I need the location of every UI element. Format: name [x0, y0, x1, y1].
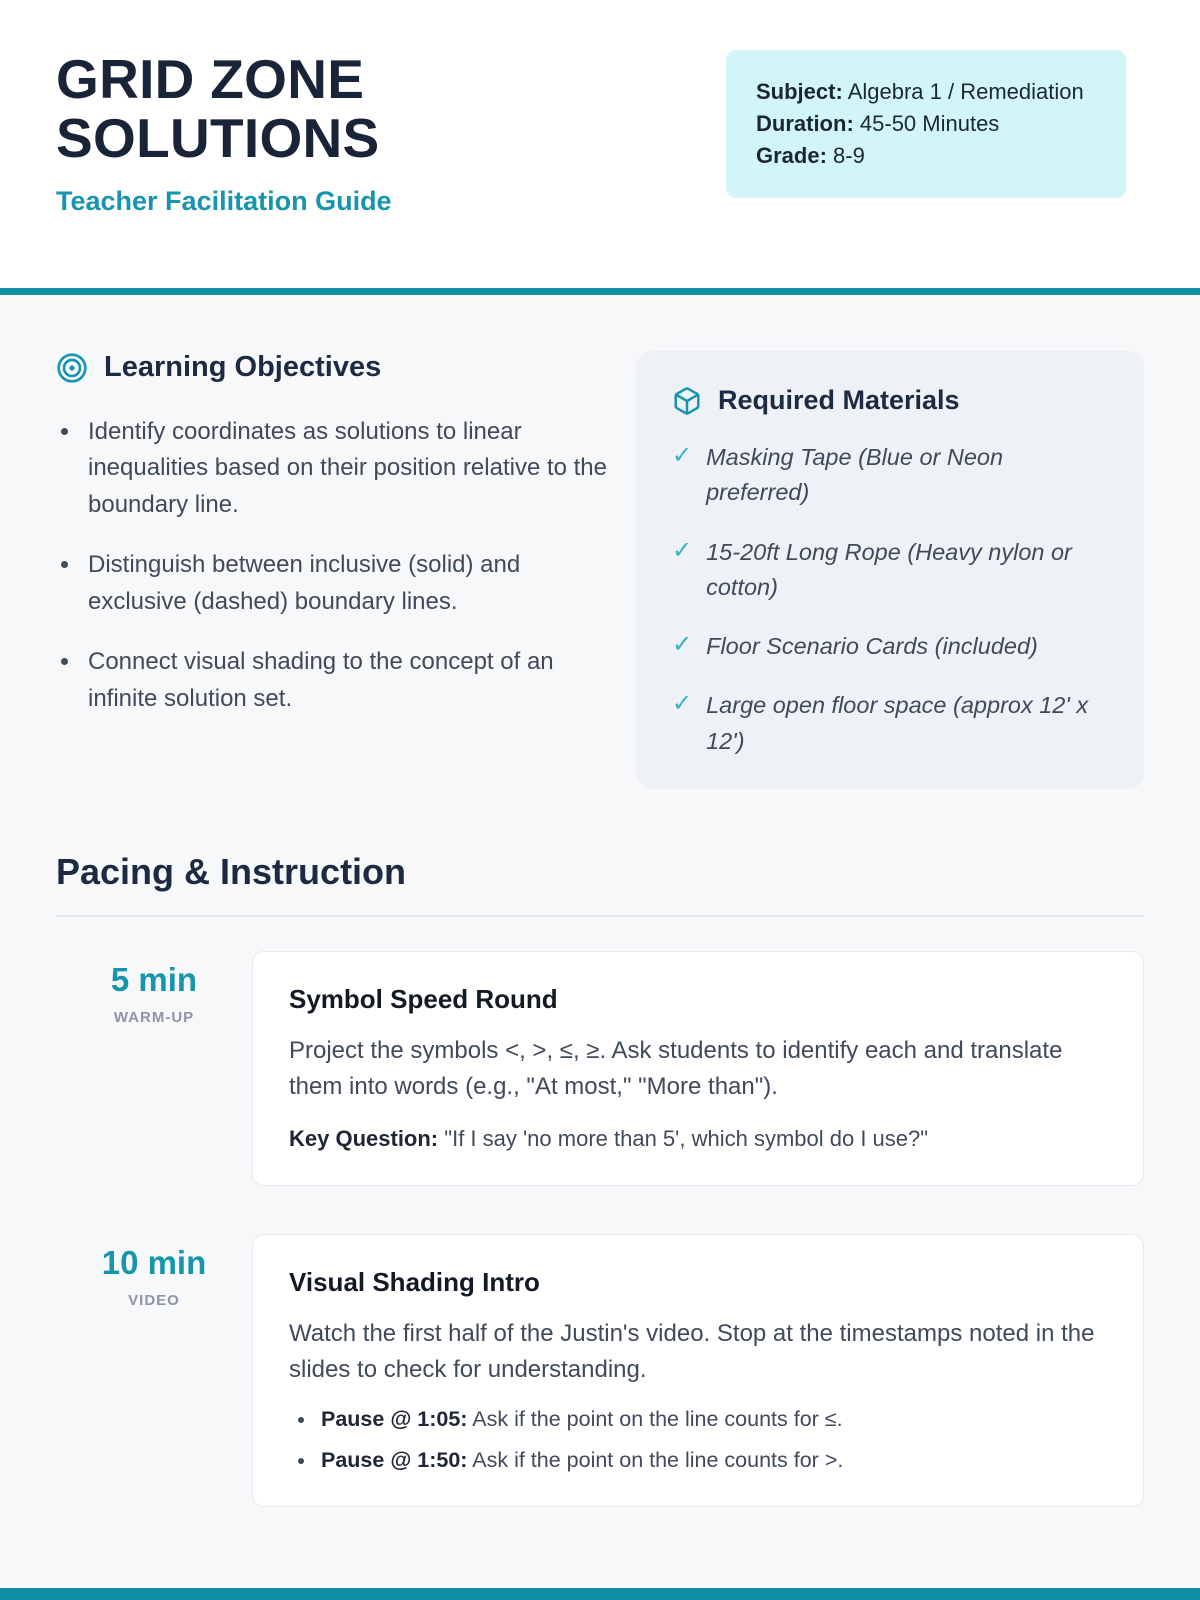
meta-subject — [756, 76, 1096, 108]
meta-grade-label: Grade: — [756, 142, 827, 168]
step-key-question — [289, 1123, 1107, 1155]
pause-label: Pause @ 1:50: — [321, 1447, 468, 1472]
objective-item: • Identify coordinates as solutions to linear inequalities based on their position relative to the boundary line. — [82, 414, 608, 523]
objectives-heading — [56, 351, 608, 384]
meta-duration — [756, 108, 1096, 140]
pacing-step-warmup — [56, 951, 1144, 1186]
material-text: Masking Tape (Blue or Neon preferred) — [706, 444, 1004, 506]
footer-accent-bar — [0, 1588, 1200, 1600]
step-bullet-list — [317, 1404, 1107, 1476]
pacing-step-video — [56, 1234, 1144, 1507]
material-item — [672, 440, 1108, 511]
objective-item: • Distinguish between inclusive (solid) and exclusive (dashed) boundary lines. — [82, 547, 608, 620]
material-text: Floor Scenario Cards (included) — [706, 633, 1038, 659]
step-timing — [56, 951, 252, 1186]
required-materials-card — [636, 351, 1144, 789]
check-icon: ✓ — [672, 442, 693, 469]
pause-label: Pause @ 1:05: — [321, 1406, 468, 1431]
document-header — [0, 0, 1200, 288]
materials-heading — [672, 385, 1108, 416]
title-line-1: GRID ZONE — [56, 48, 365, 110]
meta-grade-value: 8-9 — [833, 142, 865, 168]
pacing-heading: Pacing & Instruction — [56, 850, 407, 892]
meta-subject-label: Subject: — [756, 79, 843, 104]
title-line-2: SOLUTIONS — [56, 106, 380, 169]
learning-objectives — [56, 351, 608, 741]
materials-heading-text: Required Materials — [718, 385, 960, 415]
step-title: Visual Shading Intro — [289, 1266, 540, 1297]
step-card — [252, 1234, 1144, 1507]
pacing-divider — [56, 915, 1144, 917]
material-item — [672, 629, 1108, 664]
step-body: Watch the first half of the Justin's video. Stop at the timestamps noted in the slides to check for understanding. — [289, 1319, 1095, 1383]
step-tag: WARM-UP — [113, 1008, 195, 1026]
step-bullet — [317, 1445, 1107, 1476]
key-question-text: "If I say 'no more than 5', which symbol do I use?" — [444, 1125, 929, 1151]
package-icon — [672, 386, 702, 416]
step-bullet — [317, 1404, 1107, 1435]
meta-duration-value: 45-50 Minutes — [859, 110, 1000, 136]
check-icon: ✓ — [672, 631, 693, 658]
step-timing — [56, 1234, 252, 1507]
title-block — [56, 50, 392, 217]
header-divider-bar — [0, 288, 1200, 295]
meta-grade — [756, 140, 1096, 172]
step-card — [252, 951, 1144, 1186]
material-text: 15-20ft Long Rope (Heavy nylon or cotton) — [706, 538, 1072, 600]
step-duration: 10 min — [101, 1243, 207, 1281]
step-title: Symbol Speed Round — [289, 983, 558, 1014]
meta-duration-label: Duration: — [756, 110, 854, 136]
page-subtitle: Teacher Facilitation Guide — [56, 185, 392, 216]
key-question-label: Key Question: — [289, 1125, 439, 1151]
objectives-list — [82, 414, 608, 717]
main-content — [0, 295, 1200, 1588]
check-icon: ✓ — [672, 536, 693, 564]
check-icon: ✓ — [672, 690, 693, 718]
objectives-heading-text: Learning Objectives — [104, 351, 382, 383]
material-text: Large open floor space (approx 12' x 12') — [706, 692, 1089, 754]
step-duration: 5 min — [110, 960, 198, 998]
lesson-meta-box — [726, 50, 1126, 198]
pause-text: Ask if the point on the line counts for >. — [472, 1447, 844, 1472]
pause-text: Ask if the point on the line counts for ≤. — [472, 1406, 843, 1431]
material-item — [672, 688, 1108, 759]
objective-item: • Connect visual shading to the concept of an infinite solution set. — [82, 644, 608, 717]
meta-subject-value: Algebra 1 / Remediation — [847, 79, 1084, 104]
objectives-materials-section — [56, 351, 1144, 789]
material-item — [672, 535, 1108, 606]
step-body: Project the symbols <, >, ≤, ≥. Ask students to identify each and translate them into words (e.g., "At most," "More than"). — [289, 1036, 1063, 1100]
step-tag: VIDEO — [128, 1291, 180, 1309]
page-title — [56, 50, 392, 168]
target-icon — [56, 352, 88, 384]
